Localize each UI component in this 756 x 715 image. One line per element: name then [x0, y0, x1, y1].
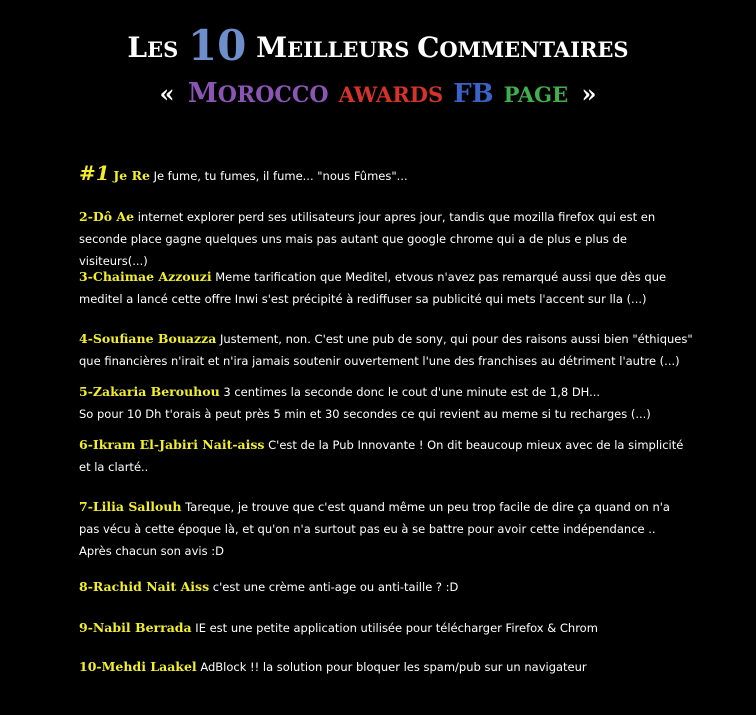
comment-author: 4-Soufiane Bouazza [79, 331, 217, 346]
title-meilleurs-rest: EILLEURS [287, 37, 410, 62]
subtitle-fb: FB [453, 79, 494, 109]
comment-text-line: seconde place gagne quelques uns mais pas autant que google chrome qui a de plus e plus de visiteurs(...) [79, 232, 627, 268]
comment-text: c'est une crème anti-age ou anti-taille ? :D [212, 580, 459, 594]
comment-text: Je fume, tu fumes, il fume... "nous Fûmes"... [153, 169, 408, 183]
comment-text-line: Tareque, je trouve que c'est quand même un peu trop facile de dire ça quand on n'a [185, 500, 670, 514]
comment-text-line: 3 centimes la seconde donc le cout d'une minute est de 1,8 DH... [223, 385, 601, 399]
comment-author: Je Re [113, 168, 150, 183]
comment-author: 5-Zakaria Berouhou [79, 384, 220, 399]
title-les-rest: ES [147, 37, 179, 62]
comment-text-line: C'est de la Pub Innovante ! On dit beaucoup mieux avec de la simplicité [268, 438, 684, 452]
comment-text-line: Meme tarification que Meditel, etvous n'avez pas remarqué aussi que dès que [215, 270, 667, 284]
comment-item-3 [79, 266, 699, 310]
comment-item-2 [79, 206, 699, 272]
comment-item-9 [79, 617, 699, 639]
comment-author: 7-Lilia Sallouh [79, 499, 182, 514]
comment-text-line: internet explorer perd ses utilisateurs jour apres jour, tandis que mozilla firefox qui est en [137, 210, 656, 224]
subtitle-morocco-rest: OROCCO [217, 82, 329, 108]
subtitle-morocco-initial: M [187, 78, 218, 109]
comment-author: 2-Dô Ae [79, 209, 135, 224]
title-meilleurs-initial: M [256, 31, 288, 64]
comment-item-4 [79, 328, 699, 372]
comment-item-8 [79, 576, 699, 598]
comment-author: 6-Ikram El-Jabiri Nait-aiss [79, 437, 265, 452]
comment-text-line: Justement, non. C'est une pub de sony, qui pour des raisons aussi bien "éthiques" [219, 332, 693, 346]
subtitle-page: PAGE [503, 82, 569, 107]
comment-text-line: Après chacun son avis :D [79, 544, 224, 558]
comment-author: 9-Nabil Berrada [79, 620, 192, 635]
subtitle-open-quote: « [159, 79, 175, 108]
comment-item-5 [79, 381, 699, 425]
title-les-initial: L [127, 31, 148, 64]
comment-text-line: que financières n'irait et n'ira jamais soutenir ouvertement l'une des franchises au détriment l'autre (...) [79, 354, 680, 368]
title-number: 10 [187, 21, 247, 70]
comment-text: AdBlock !! la solution pour bloquer les spam/pub sur un navigateur [200, 660, 587, 674]
comment-item-1 [79, 162, 699, 187]
comment-author: 3-Chaimae Azzouzi [79, 269, 212, 284]
page-subtitle [0, 74, 756, 115]
comment-text: IE est une petite application utilisée pour télécharger Firefox & Chrom [195, 621, 598, 635]
comment-text-line: pas vécu à cette époque là, et qu'on n'a surtout pas eu à se battre pour avoir cette indépendance .. [79, 522, 656, 536]
comment-item-7 [79, 496, 699, 562]
comment-text-line: meditel a lancé cette offre Inwi s'est précipité à rediffuser sa publicité qui mets l'accent sur lla (...) [79, 292, 647, 306]
comment-item-6 [79, 434, 699, 478]
title-commentaires-initial: C [417, 31, 440, 64]
comment-text-line: et la clarté.. [79, 460, 149, 474]
comment-item-10 [79, 656, 699, 678]
comment-rank: #1 [79, 161, 110, 185]
comment-text-line: So pour 10 Dh t'orais à peut près 5 min et 30 secondes ce qui revient au meme si tu recharges (...) [79, 407, 651, 421]
subtitle-close-quote: » [581, 79, 597, 108]
title-commentaires-rest: OMMENTAIRES [439, 37, 629, 62]
page-title [0, 22, 756, 74]
subtitle-awards: AWARDS [338, 82, 444, 107]
comment-author: 8-Rachid Nait Aiss [79, 579, 210, 594]
comment-author: 10-Mehdi Laakel [79, 659, 197, 674]
